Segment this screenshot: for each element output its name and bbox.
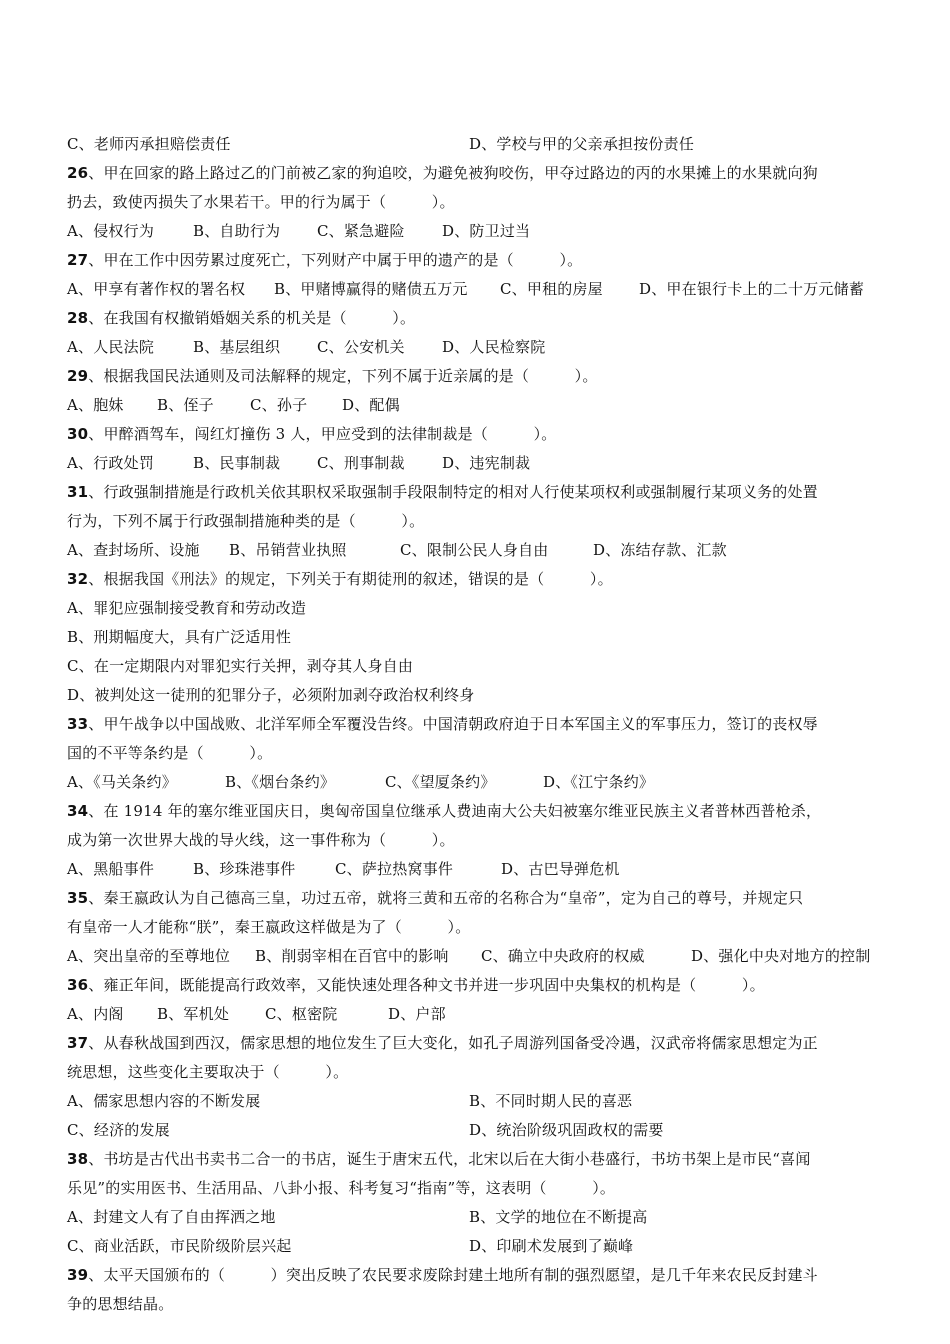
q35-option-c: C、确立中央政府的权威 — [481, 947, 645, 965]
q38-option-a: A、封建文人有了自由挥洒之地 — [67, 1208, 276, 1226]
q33-option-b: B、《烟台条约》 — [225, 773, 336, 791]
q32-option-c: C、在一定期限内对罪犯实行关押，剥夺其人身自由 — [67, 657, 414, 675]
q25-option-c: C、老师丙承担赔偿责任 — [67, 135, 231, 153]
q26-stem — [67, 159, 885, 188]
q26-number: 26 — [67, 164, 89, 182]
q37-text: 、从春秋战国到西汉，儒家思想的地位发生了巨大变化，如孔子周游列国备受冷遇，汉武帝将儒家思想定为正 — [88, 1034, 818, 1052]
q35-stem-cont: 有皇帝一人才能称“朕”，秦王嬴政这样做是为了（ ）。 — [67, 918, 471, 936]
q30-stem — [67, 420, 885, 449]
q35-text: 、秦王嬴政认为自己德高三皇，功过五帝，就将三黄和五帝的名称合为“皇帝”，定为自己的尊号，并规定只 — [88, 889, 804, 907]
q30-number: 30 — [67, 425, 89, 443]
q35-option-d: D、强化中央对地方的控制 — [691, 947, 871, 965]
q38-stem-cont: 乐见”的实用医书、生活用品、八卦小报、科考复习“指南”等，这表明（ ）。 — [67, 1179, 616, 1197]
q34-number: 34 — [67, 802, 89, 820]
q27-options-row — [67, 275, 885, 304]
q34-text: 、在 1914 年的塞尔维亚国庆日，奥匈帝国皇位继承人费迪南大公夫妇被塞尔维亚民族主义者普林西普枪杀， — [88, 802, 822, 820]
q29-text: 、根据我国民法通则及司法解释的规定，下列不属于近亲属的是（ ）。 — [88, 367, 598, 385]
q36-number: 36 — [67, 976, 89, 994]
q38-stem — [67, 1145, 885, 1174]
q32-option-a: A、罪犯应强制接受教育和劳动改造 — [67, 599, 307, 617]
q25-option-d: D、学校与甲的父亲承担按份责任 — [469, 135, 695, 153]
q36-options-row — [67, 1000, 885, 1029]
q35-option-b: B、削弱宰相在百官中的影响 — [255, 947, 449, 965]
q33-options-row — [67, 768, 885, 797]
q31-option-a: A、查封场所、设施 — [67, 541, 200, 559]
q36-text: 、雍正年间，既能提高行政效率，又能快速处理各种文书并进一步巩固中央集权的机构是（ ）。 — [88, 976, 765, 994]
q31-number: 31 — [67, 483, 89, 501]
q33-option-c: C、《望厦条约》 — [385, 773, 496, 791]
q27-stem — [67, 246, 885, 275]
q30-option-d: D、违宪制裁 — [442, 454, 531, 472]
q27-number: 27 — [67, 251, 89, 269]
q36-stem — [67, 971, 885, 1000]
q27-option-c: C、甲租的房屋 — [500, 280, 603, 298]
q33-number: 33 — [67, 715, 89, 733]
q30-option-c: C、刑事制裁 — [317, 454, 405, 472]
q34-option-a: A、黑船事件 — [67, 860, 155, 878]
q26-options-row — [67, 217, 885, 246]
q37-option-c: C、经济的发展 — [67, 1121, 170, 1139]
q38-option-c: C、商业活跃，市民阶级阶层兴起 — [67, 1237, 292, 1255]
q30-text: 、甲醉酒驾车，闯红灯撞伤 3 人，甲应受到的法律制裁是（ ）。 — [88, 425, 557, 443]
q31-option-b: B、吊销营业执照 — [229, 541, 347, 559]
q32-text: 、根据我国《刑法》的规定，下列关于有期徒刑的叙述，错误的是（ ）。 — [88, 570, 613, 588]
q34-option-b: B、珍珠港事件 — [193, 860, 296, 878]
q39-stem — [67, 1261, 885, 1290]
q32-number: 32 — [67, 570, 89, 588]
q29-options-row — [67, 391, 885, 420]
q26-option-d: D、防卫过当 — [442, 222, 531, 240]
q28-option-a: A、人民法院 — [67, 338, 155, 356]
q35-number: 35 — [67, 889, 89, 907]
q30-options-row — [67, 449, 885, 478]
q37-options-row-1 — [67, 1087, 885, 1116]
q28-options-row — [67, 333, 885, 362]
q26-option-a: A、侵权行为 — [67, 222, 155, 240]
q26-stem-cont: 扔去，致使丙损失了水果若干。甲的行为属于（ ）。 — [67, 193, 455, 211]
q28-option-c: C、公安机关 — [317, 338, 405, 356]
q36-option-d: D、户部 — [388, 1005, 446, 1023]
q32-option-d: D、被判处这一徒刑的犯罪分子，必须附加剥夺政治权利终身 — [67, 686, 475, 704]
q37-options-row-2 — [67, 1116, 885, 1145]
q29-number: 29 — [67, 367, 89, 385]
q37-stem-cont: 统思想，这些变化主要取决于（ ）。 — [67, 1063, 349, 1081]
q33-stem-cont: 国的不平等条约是（ ）。 — [67, 744, 273, 762]
q27-text: 、甲在工作中因劳累过度死亡，下列财产中属于甲的遗产的是（ ）。 — [88, 251, 583, 269]
q37-stem — [67, 1029, 885, 1058]
q29-option-d: D、配偶 — [342, 396, 400, 414]
q25-options-row — [67, 130, 885, 159]
q28-option-b: B、基层组织 — [193, 338, 281, 356]
q31-option-c: C、限制公民人身自由 — [400, 541, 549, 559]
q38-number: 38 — [67, 1150, 89, 1168]
q32-stem — [67, 565, 885, 594]
q33-option-a: A、《马关条约》 — [67, 773, 177, 791]
q32-option-b: B、刑期幅度大，具有广泛适用性 — [67, 628, 292, 646]
q39-number: 39 — [67, 1266, 89, 1284]
q29-option-b: B、侄子 — [157, 396, 214, 414]
q33-stem — [67, 710, 885, 739]
q29-option-c: C、孙子 — [250, 396, 308, 414]
q33-option-d: D、《江宁条约》 — [543, 773, 655, 791]
q37-option-d: D、统治阶级巩固政权的需要 — [469, 1121, 664, 1139]
q31-text: 、行政强制措施是行政机关依其职权采取强制手段限制特定的相对人行使某项权利或强制履行某项义务的处置 — [88, 483, 818, 501]
q29-stem — [67, 362, 885, 391]
q31-options-row — [67, 536, 885, 565]
q39-stem-cont: 争的思想结晶。 — [67, 1295, 174, 1313]
q30-option-a: A、行政处罚 — [67, 454, 155, 472]
q39-text: 、太平天国颁布的（ ）突出反映了农民要求废除封建土地所有制的强烈愿望，是几千年来农民反封建斗 — [88, 1266, 818, 1284]
q37-number: 37 — [67, 1034, 89, 1052]
q27-option-b: B、甲赌博赢得的赌债五万元 — [274, 280, 468, 298]
q37-option-b: B、不同时期人民的喜恶 — [469, 1092, 633, 1110]
q28-option-d: D、人民检察院 — [442, 338, 546, 356]
q35-options-row — [67, 942, 885, 971]
q33-text: 、甲午战争以中国战败、北洋军师全军覆没告终。中国清朝政府迫于日本军国主义的军事压力，签订的丧权辱 — [88, 715, 818, 733]
q34-option-c: C、萨拉热窝事件 — [335, 860, 454, 878]
q30-option-b: B、民事制裁 — [193, 454, 281, 472]
q28-stem — [67, 304, 885, 333]
q34-stem-cont: 成为第一次世界大战的导火线，这一事件称为（ ）。 — [67, 831, 455, 849]
q26-option-b: B、自助行为 — [193, 222, 281, 240]
q27-option-a: A、甲享有著作权的署名权 — [67, 280, 246, 298]
q34-stem — [67, 797, 885, 826]
q26-option-c: C、紧急避险 — [317, 222, 405, 240]
q36-option-b: B、军机处 — [157, 1005, 230, 1023]
q38-option-b: B、文学的地位在不断提高 — [469, 1208, 648, 1226]
q36-option-c: C、枢密院 — [265, 1005, 338, 1023]
q36-option-a: A、内阁 — [67, 1005, 124, 1023]
q35-stem — [67, 884, 885, 913]
q35-option-a: A、突出皇帝的至尊地位 — [67, 947, 231, 965]
q31-stem-cont: 行为，下列不属于行政强制措施种类的是（ ）。 — [67, 512, 425, 530]
q38-text: 、书坊是古代出书卖书二合一的书店，诞生于唐宋五代，北宋以后在大街小巷盛行，书坊书架上是市民“喜闻 — [88, 1150, 811, 1168]
q28-text: 、在我国有权撤销婚姻关系的机关是（ ）。 — [88, 309, 416, 327]
q27-option-d: D、甲在银行卡上的二十万元储蓄 — [639, 280, 865, 298]
q38-option-d: D、印刷术发展到了巅峰 — [469, 1237, 634, 1255]
q26-text: 、甲在回家的路上路过乙的门前被乙家的狗追咬，为避免被狗咬伤，甲夺过路边的丙的水果摊上的水果就向狗 — [88, 164, 818, 182]
q38-options-row-2 — [67, 1232, 885, 1261]
q31-stem — [67, 478, 885, 507]
q38-options-row-1 — [67, 1203, 885, 1232]
q34-option-d: D、古巴导弹危机 — [501, 860, 620, 878]
q29-option-a: A、胞妹 — [67, 396, 124, 414]
exam-page — [67, 130, 885, 1319]
q37-option-a: A、儒家思想内容的不断发展 — [67, 1092, 261, 1110]
q28-number: 28 — [67, 309, 89, 327]
q34-options-row — [67, 855, 885, 884]
q31-option-d: D、冻结存款、汇款 — [593, 541, 727, 559]
